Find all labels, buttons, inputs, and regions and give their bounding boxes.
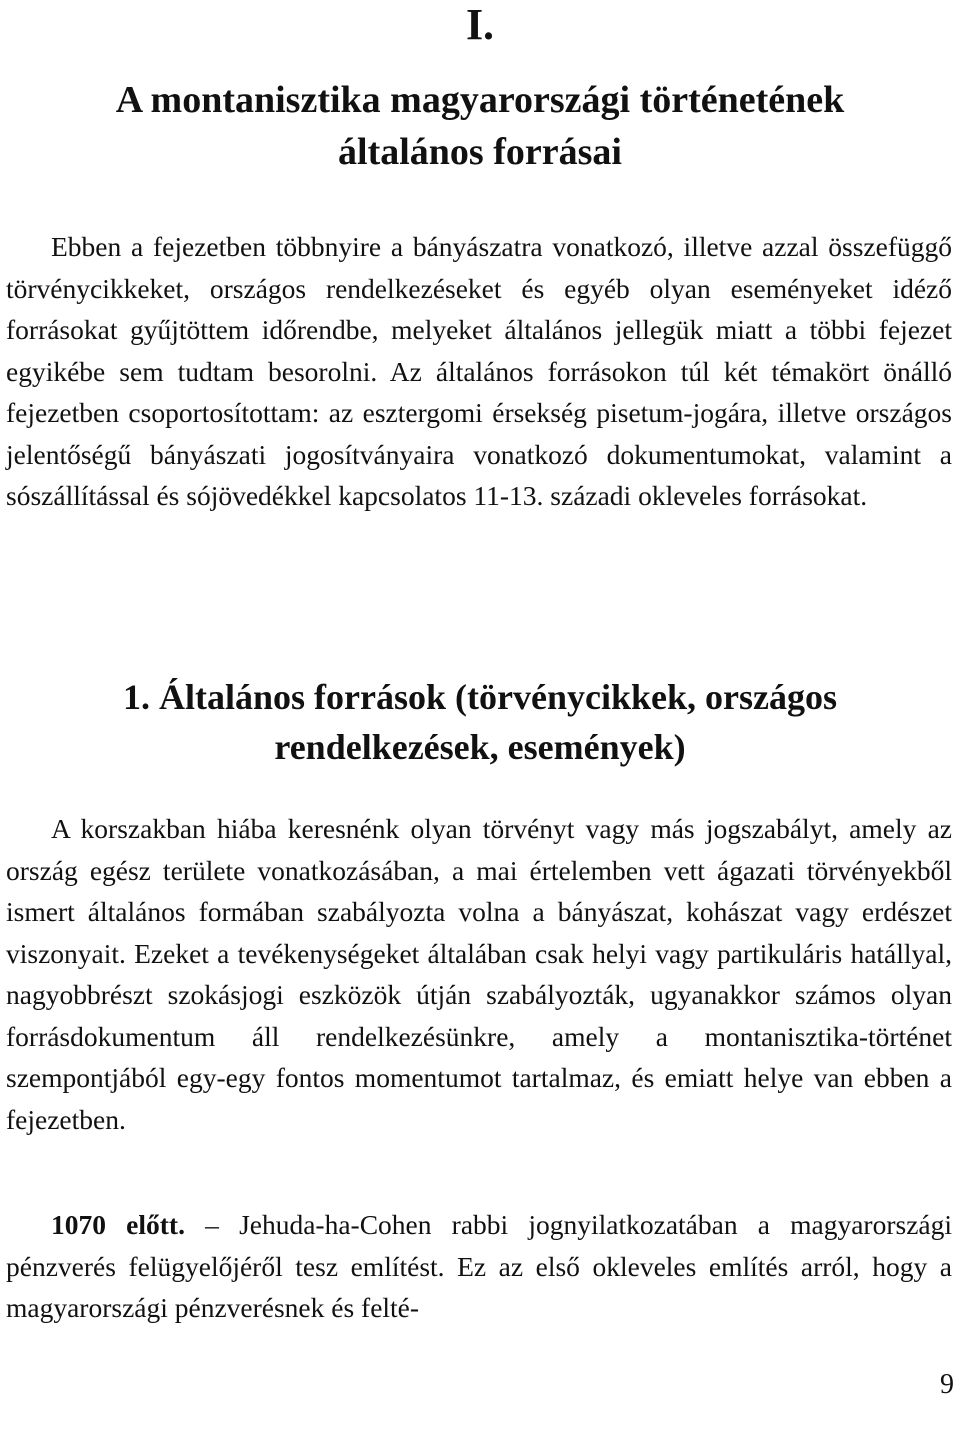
section-title-line-1: 1. Általános források (törvénycikkek, országos <box>123 677 837 717</box>
chapter-title-line-2: általános forrásai <box>338 131 622 173</box>
entry-text: – Jehuda-ha-Cohen rabbi jognyilatkozatában a magyarországi pénzverés felügyelőjéről tesz említést. Ez az első okleveles említés arról, hogy a magyarországi pénzverésnek és felté- <box>6 1209 952 1323</box>
dated-entry <box>6 1204 952 1329</box>
section-paragraph: A korszakban hiába keresnénk olyan törvényt vagy más jogszabályt, amely az ország egész területe vonatkozásában, a mai értelemben vett ágazati törvényekből ismert általános formában szabályozta volna a bányászat, kohászat vagy erdészet viszonyait. Ezeket a tevékenységeket általában csak helyi vagy partikuláris hatállyal, nagyobbrészt szokásjogi eszközök útján szabályozták, ugyanakkor számos olyan forrásdokumentum áll rendelkezésünkre, amely a montanisztika-történet szempontjából egy-egy fontos momentumot tartalmaz, és emiatt helye van ebben a fejezetben. <box>6 813 952 1135</box>
entry-date: 1070 előtt. <box>51 1209 185 1240</box>
section-title <box>20 672 940 772</box>
chapter-number: I. <box>465 0 495 49</box>
page-number: 9 <box>940 1369 954 1400</box>
chapter-title-line-1: A montanisztika magyarországi történetének <box>115 79 845 121</box>
section-title-line-2: rendelkezések, események) <box>274 727 686 767</box>
chapter-title <box>20 74 940 178</box>
intro-paragraph: Ebben a fejezetben többnyire a bányászatra vonatkozó, illetve azzal összefüggő törvénycikkeket, országos rendelkezéseket és egyéb olyan eseményeket idéző forrásokat gyűjtöttem időrendbe, melyeket általános jellegük miatt a többi fejezet egyikébe sem tudtam besorolni. Az általános forrásokon túl két témakört önálló fejezetben csoportosítottam: az esztergomi érsekség pisetum-jogára, illetve országos jelentőségű bányászati jogosítványaira vonatkozó dokumentumokat, valamint a sószállítással és sójövedékkel kapcsolatos 11-13. századi okleveles forrásokat. <box>6 231 952 511</box>
